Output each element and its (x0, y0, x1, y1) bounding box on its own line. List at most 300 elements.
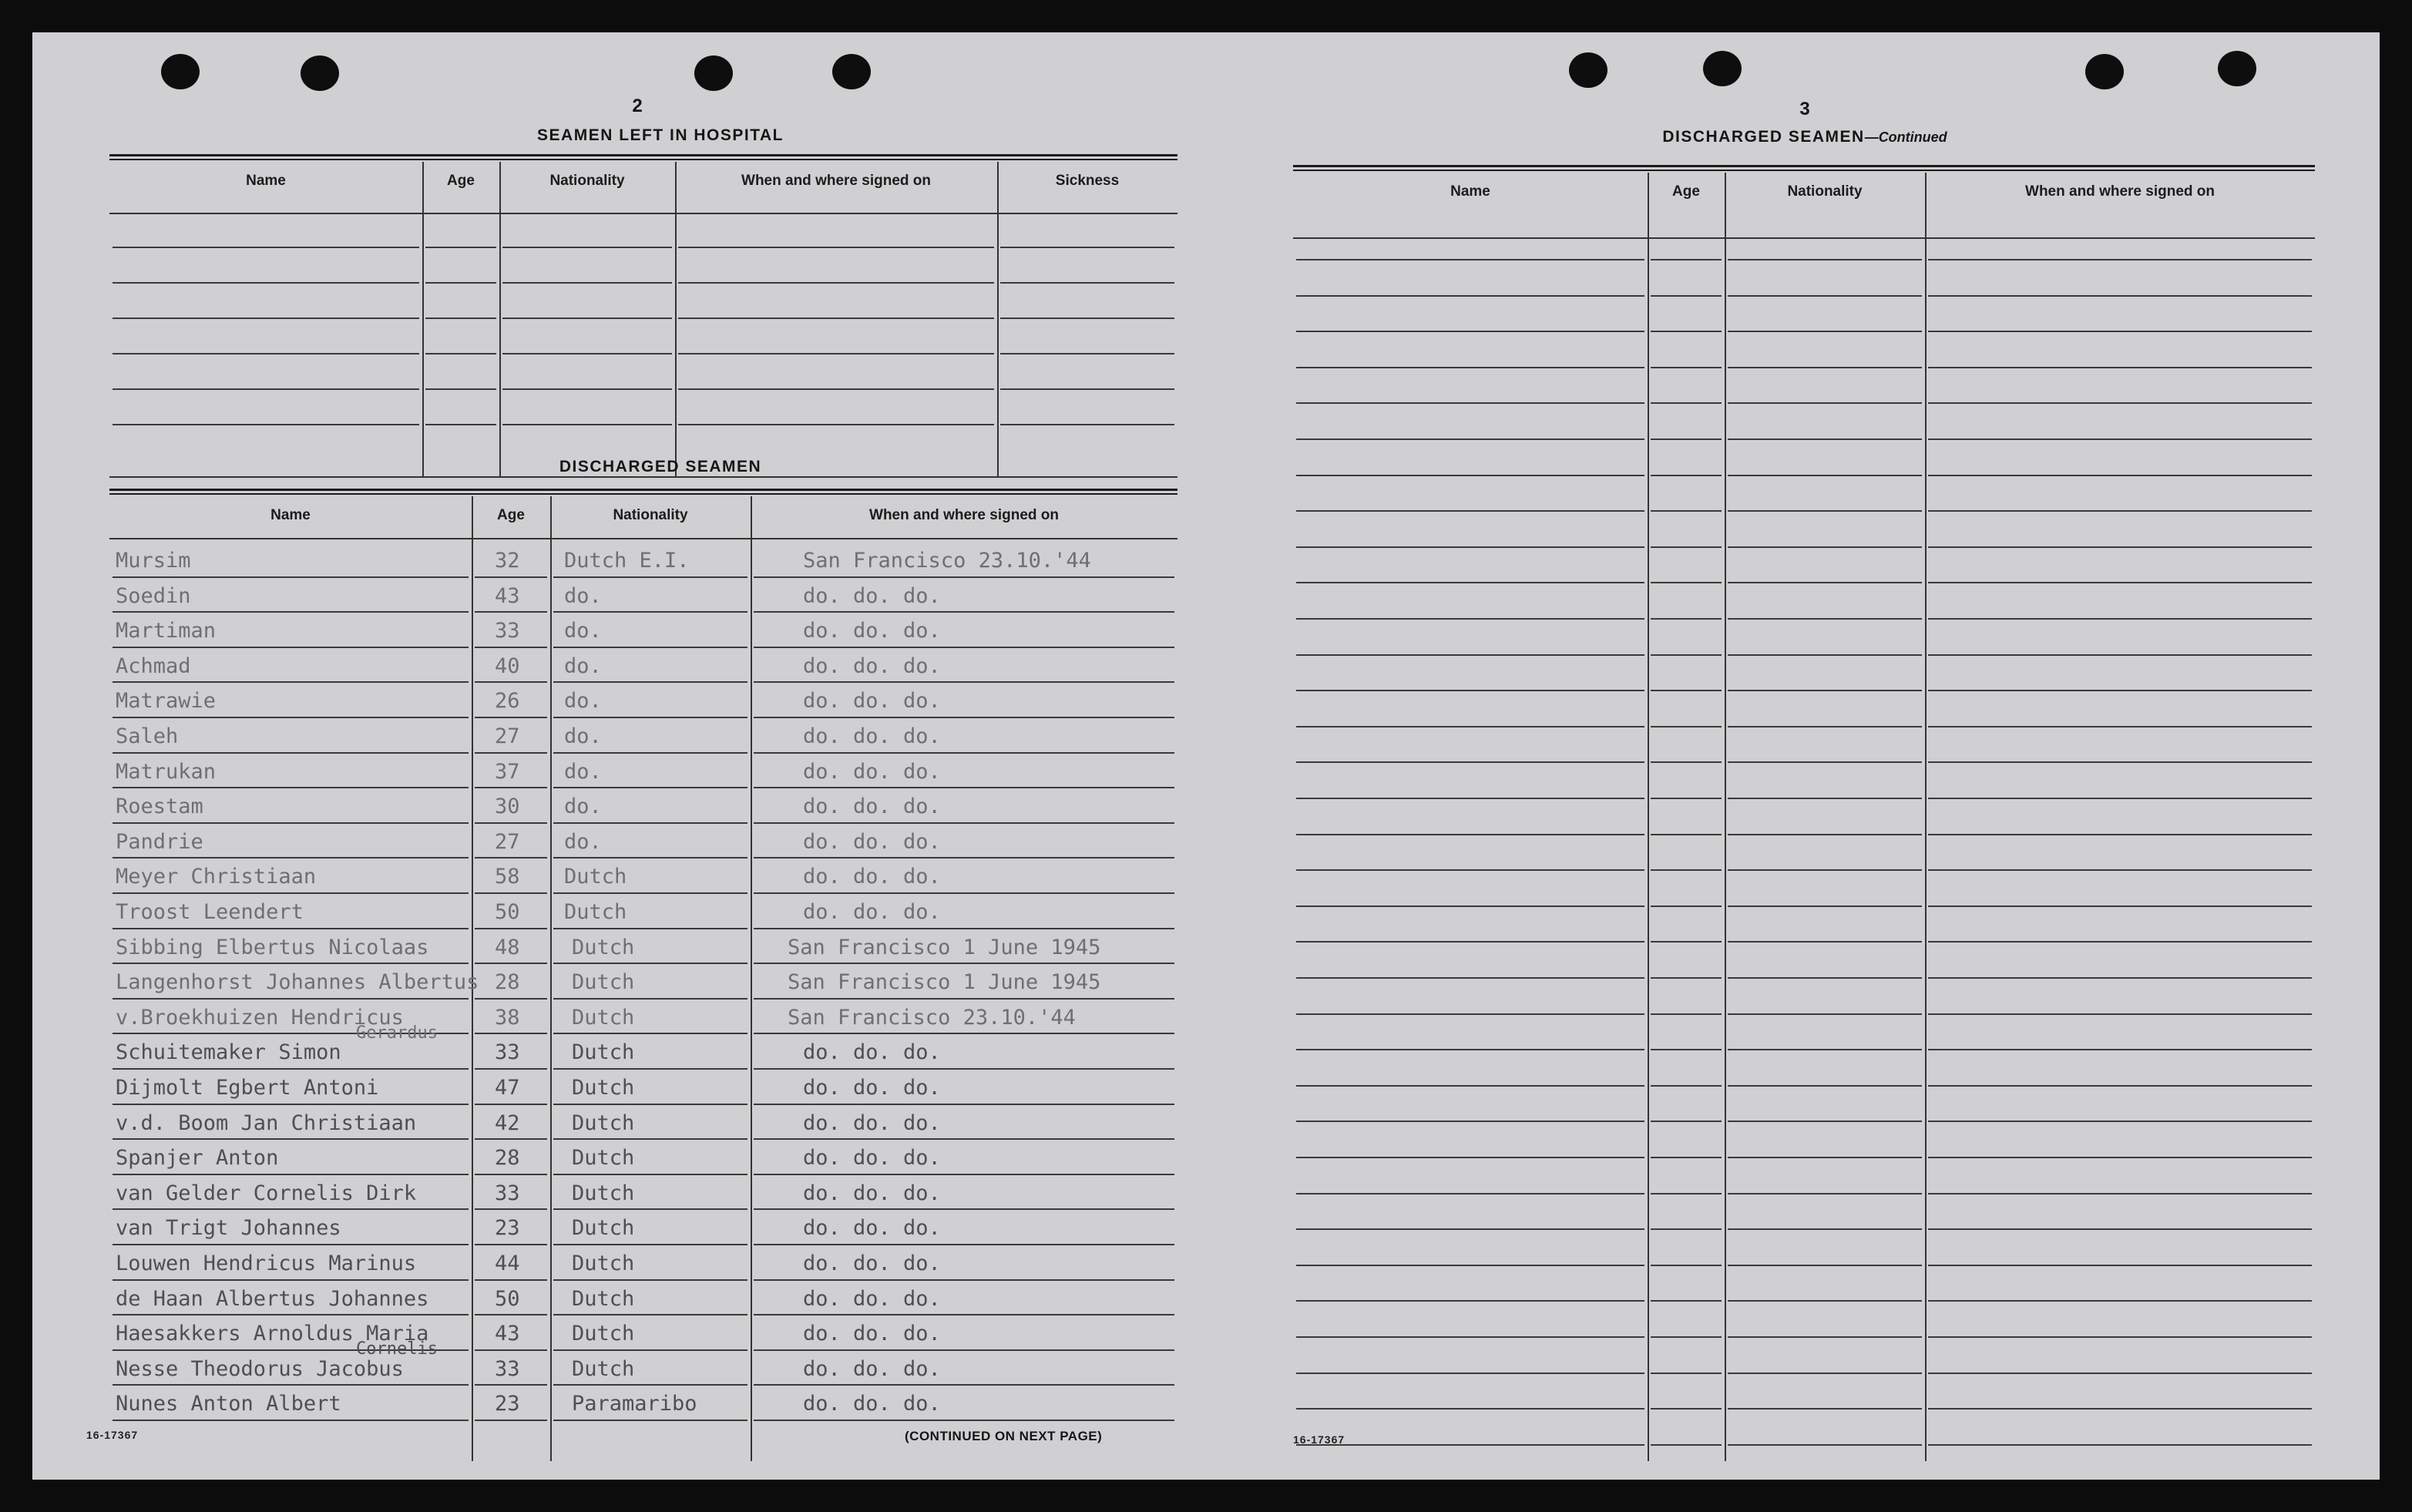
row-rule (502, 424, 672, 425)
row-rule (475, 822, 547, 824)
row-rule (1651, 259, 1722, 260)
column-header: When and where signed on (2025, 183, 2215, 200)
seaman-age: 48 (495, 936, 520, 959)
row-rule (113, 1068, 469, 1070)
column-header: Nationality (1787, 183, 1863, 200)
row-rule (1928, 1228, 2312, 1230)
row-rule (553, 787, 747, 788)
row-rule (113, 576, 469, 578)
signed-on: do. do. do. (803, 1392, 941, 1416)
seaman-name: Mursim (116, 549, 191, 573)
row-rule (475, 1033, 547, 1034)
seaman-nationality: Dutch (572, 1146, 635, 1170)
seaman-nationality: Dutch (572, 1287, 635, 1311)
row-rule (754, 576, 1174, 578)
row-rule (1728, 438, 1922, 440)
header-rule (109, 538, 1177, 539)
discharged-title: DISCHARGED SEAMEN (559, 458, 762, 475)
signed-on: do. do. do. (803, 1146, 941, 1170)
seaman-nationality: do. (564, 619, 602, 643)
seaman-age: 23 (495, 1392, 520, 1416)
signed-on: do. do. do. (803, 654, 941, 678)
seaman-nationality: Dutch (572, 1006, 635, 1030)
row-rule (1928, 331, 2312, 332)
row-rule (1928, 1049, 2312, 1050)
row-rule (1296, 546, 1644, 548)
row-rule (1651, 798, 1722, 799)
row-rule (678, 247, 994, 248)
seaman-nationality: Dutch (572, 1357, 635, 1381)
row-rule (502, 353, 672, 354)
row-rule (1651, 367, 1722, 368)
seaman-age: 33 (495, 1181, 520, 1205)
seaman-nationality: Dutch (572, 1111, 635, 1135)
row-rule (553, 1384, 747, 1386)
row-rule (1728, 654, 1922, 656)
row-rule (1928, 402, 2312, 404)
hospital-title: SEAMEN LEFT IN HOSPITAL (537, 126, 784, 144)
seaman-name: Langenhorst Johannes Albertus (116, 970, 479, 994)
signed-on: do. do. do. (803, 830, 941, 854)
row-rule (1000, 353, 1174, 354)
seaman-name: Schuitemaker Simon (116, 1040, 341, 1064)
row-rule (1296, 906, 1644, 907)
signed-on: do. do. do. (803, 1111, 941, 1135)
punch-hole (694, 55, 733, 91)
row-rule (113, 1420, 469, 1421)
row-rule (113, 647, 469, 648)
row-rule (475, 681, 547, 683)
row-rule (1928, 295, 2312, 297)
row-rule (113, 318, 419, 319)
row-rule (1928, 1157, 2312, 1158)
column-header: Age (497, 507, 525, 523)
seaman-age: 37 (495, 760, 520, 784)
row-rule (1296, 941, 1644, 942)
seaman-name: Dijmolt Egbert Antoni (116, 1076, 379, 1100)
signed-on: do. do. do. (803, 689, 941, 713)
row-rule (754, 681, 1174, 683)
row-rule (553, 928, 747, 929)
row-rule (553, 717, 747, 718)
row-rule (1728, 1228, 1922, 1230)
seaman-name: Roestam (116, 795, 203, 818)
row-rule (1928, 977, 2312, 979)
row-rule (113, 282, 419, 284)
column-divider (1725, 173, 1726, 1461)
seaman-name: Nunes Anton Albert (116, 1392, 341, 1416)
row-rule (475, 857, 547, 858)
row-rule (553, 1138, 747, 1140)
row-rule (1296, 798, 1644, 799)
row-rule (1296, 1228, 1644, 1230)
column-divider (1925, 173, 1927, 1461)
punch-hole (301, 55, 339, 91)
row-rule (475, 787, 547, 788)
seaman-name: Haesakkers Arnoldus Maria (116, 1322, 429, 1346)
seaman-name: v.d. Boom Jan Christiaan (116, 1111, 417, 1135)
row-rule (754, 1420, 1174, 1421)
row-rule (475, 611, 547, 613)
row-rule (1728, 1408, 1922, 1410)
row-rule (754, 1174, 1174, 1175)
seaman-nationality: Paramaribo (572, 1392, 697, 1416)
row-rule (754, 928, 1174, 929)
name-continuation: Gerardus (356, 1023, 438, 1043)
seaman-nationality: do. (564, 795, 602, 818)
row-rule (754, 1138, 1174, 1140)
row-rule (1651, 726, 1722, 727)
discharged-continued-table (1293, 165, 2315, 1461)
discharged-table (109, 489, 1177, 1461)
row-rule (1296, 1157, 1644, 1158)
row-rule (1928, 618, 2312, 620)
row-rule (1728, 510, 1922, 512)
column-header: Age (1672, 183, 1700, 200)
row-rule (553, 1174, 747, 1175)
seaman-age: 38 (495, 1006, 520, 1030)
row-rule (553, 1279, 747, 1281)
row-rule (553, 1208, 747, 1210)
row-rule (475, 998, 547, 1000)
row-rule (1651, 834, 1722, 835)
row-rule (1296, 367, 1644, 368)
row-rule (1651, 618, 1722, 620)
row-rule (1651, 1408, 1722, 1410)
seaman-nationality: do. (564, 830, 602, 854)
seaman-name: Soedin (116, 584, 191, 608)
seaman-name: Matrukan (116, 760, 217, 784)
row-rule (1928, 259, 2312, 260)
row-rule (113, 892, 469, 894)
row-rule (113, 928, 469, 929)
row-rule (1928, 1444, 2312, 1446)
row-rule (553, 963, 747, 964)
row-rule (113, 388, 419, 390)
row-rule (1296, 1408, 1644, 1410)
row-rule (1651, 546, 1722, 548)
seaman-age: 33 (495, 1040, 520, 1064)
column-header: When and where signed on (741, 173, 931, 189)
row-rule (1651, 1265, 1722, 1266)
row-rule (1728, 1336, 1922, 1338)
row-rule (1728, 367, 1922, 368)
page-number: 3 (1799, 99, 1810, 119)
row-rule (1000, 247, 1174, 248)
row-rule (1928, 1265, 2312, 1266)
footer-form-code: 16-17367 (1293, 1433, 1345, 1446)
seaman-nationality: Dutch (572, 1181, 635, 1205)
seaman-nationality: Dutch (572, 1040, 635, 1064)
row-rule (1296, 834, 1644, 835)
row-rule (1651, 977, 1722, 979)
row-rule (1728, 1049, 1922, 1050)
signed-on: do. do. do. (803, 619, 941, 643)
row-rule (1296, 1300, 1644, 1302)
punch-hole (1703, 51, 1742, 86)
row-rule (1651, 654, 1722, 656)
row-rule (1296, 761, 1644, 763)
row-rule (553, 1420, 747, 1421)
header-rule (1293, 237, 2315, 239)
column-divider (751, 496, 752, 1461)
row-rule (754, 822, 1174, 824)
signed-on: San Francisco 1 June 1945 (788, 936, 1101, 959)
footer-form-code: 16-17367 (86, 1429, 139, 1441)
row-rule (754, 787, 1174, 788)
signed-on: do. do. do. (803, 865, 941, 889)
row-rule (1651, 475, 1722, 476)
seaman-nationality: Dutch (564, 900, 627, 924)
row-rule (1651, 906, 1722, 907)
row-rule (475, 1138, 547, 1140)
row-rule (1000, 424, 1174, 425)
row-rule (113, 1208, 469, 1210)
row-rule (1296, 1373, 1644, 1374)
row-rule (1296, 1265, 1644, 1266)
row-rule (1728, 726, 1922, 727)
row-rule (502, 388, 672, 390)
row-rule (1728, 402, 1922, 404)
row-rule (553, 1033, 747, 1034)
row-rule (1651, 1444, 1722, 1446)
row-rule (113, 247, 419, 248)
row-rule (113, 1314, 469, 1315)
row-rule (475, 1384, 547, 1386)
seaman-age: 27 (495, 830, 520, 854)
row-rule (1000, 388, 1174, 390)
row-rule (1296, 295, 1644, 297)
signed-on: do. do. do. (803, 1287, 941, 1311)
row-rule (678, 424, 994, 425)
row-rule (113, 611, 469, 613)
seaman-age: 43 (495, 584, 520, 608)
row-rule (1928, 1085, 2312, 1087)
row-rule (1651, 402, 1722, 404)
row-rule (475, 1420, 547, 1421)
seaman-nationality: do. (564, 584, 602, 608)
row-rule (1651, 510, 1722, 512)
row-rule (1651, 1157, 1722, 1158)
seaman-nationality: do. (564, 760, 602, 784)
discharged-continued-title (1604, 128, 2005, 146)
column-header: Age (447, 173, 475, 189)
signed-on: do. do. do. (803, 900, 941, 924)
row-rule (113, 822, 469, 824)
row-rule (1928, 546, 2312, 548)
row-rule (553, 681, 747, 683)
column-divider (550, 496, 552, 1461)
seaman-age: 33 (495, 1357, 520, 1381)
row-rule (113, 1138, 469, 1140)
row-rule (754, 1068, 1174, 1070)
row-rule (1296, 869, 1644, 871)
seaman-nationality: Dutch (572, 1322, 635, 1346)
signed-on: San Francisco 23.10.'44 (788, 1006, 1076, 1030)
row-rule (425, 318, 496, 319)
row-rule (1296, 690, 1644, 691)
seaman-name: Matrawie (116, 689, 217, 713)
seaman-nationality: Dutch (572, 970, 635, 994)
row-rule (553, 857, 747, 858)
row-rule (425, 388, 496, 390)
seaman-name: Pandrie (116, 830, 203, 854)
row-rule (1296, 438, 1644, 440)
row-rule (1651, 295, 1722, 297)
row-rule (1296, 1049, 1644, 1050)
row-rule (1728, 690, 1922, 691)
punch-hole (161, 54, 200, 89)
row-rule (1296, 402, 1644, 404)
row-rule (1728, 1444, 1922, 1446)
row-rule (113, 1279, 469, 1281)
row-rule (502, 282, 672, 284)
seaman-name: van Gelder Cornelis Dirk (116, 1181, 417, 1205)
seaman-age: 42 (495, 1111, 520, 1135)
signed-on: do. do. do. (803, 724, 941, 748)
row-rule (1651, 1336, 1722, 1338)
hospital-table (109, 154, 1177, 478)
seaman-age: 44 (495, 1252, 520, 1275)
seaman-name: v.Broekhuizen Hendricus (116, 1006, 404, 1030)
column-divider (675, 162, 677, 478)
column-header: Name (270, 507, 311, 523)
row-rule (1296, 1444, 1644, 1446)
row-rule (113, 1174, 469, 1175)
row-rule (425, 424, 496, 425)
seaman-age: 28 (495, 1146, 520, 1170)
seaman-age: 33 (495, 619, 520, 643)
row-rule (475, 928, 547, 929)
seaman-age: 50 (495, 900, 520, 924)
row-rule (113, 787, 469, 788)
row-rule (475, 1314, 547, 1315)
row-rule (678, 353, 994, 354)
row-rule (754, 717, 1174, 718)
punch-hole (832, 54, 871, 89)
seaman-age: 47 (495, 1076, 520, 1100)
seaman-name: Saleh (116, 724, 179, 748)
row-rule (1651, 1228, 1722, 1230)
row-rule (754, 1349, 1174, 1351)
row-rule (754, 1314, 1174, 1315)
row-rule (1000, 318, 1174, 319)
signed-on: do. do. do. (803, 584, 941, 608)
row-rule (1296, 1336, 1644, 1338)
signed-on: do. do. do. (803, 760, 941, 784)
row-rule (113, 424, 419, 425)
row-rule (425, 282, 496, 284)
signed-on: San Francisco 1 June 1945 (788, 970, 1101, 994)
row-rule (1928, 690, 2312, 691)
row-rule (1928, 1336, 2312, 1338)
row-rule (1296, 510, 1644, 512)
row-rule (1651, 1085, 1722, 1087)
row-rule (1928, 438, 2312, 440)
column-divider (422, 162, 424, 478)
continued-note: (CONTINUED ON NEXT PAGE) (905, 1429, 1103, 1443)
row-rule (475, 752, 547, 754)
seaman-name: Sibbing Elbertus Nicolaas (116, 936, 429, 959)
seaman-name: de Haan Albertus Johannes (116, 1287, 429, 1311)
row-rule (1728, 1193, 1922, 1194)
row-rule (113, 1244, 469, 1245)
row-rule (754, 998, 1174, 1000)
row-rule (475, 1349, 547, 1351)
seaman-name: Spanjer Anton (116, 1146, 279, 1170)
row-rule (1296, 1013, 1644, 1015)
row-rule (1651, 1013, 1722, 1015)
row-rule (113, 717, 469, 718)
seaman-name: Meyer Christiaan (116, 865, 317, 889)
row-rule (1728, 977, 1922, 979)
seaman-nationality: do. (564, 689, 602, 713)
row-rule (113, 963, 469, 964)
row-rule (425, 353, 496, 354)
row-rule (475, 647, 547, 648)
row-rule (754, 1384, 1174, 1386)
row-rule (113, 857, 469, 858)
row-rule (1728, 1157, 1922, 1158)
row-rule (1728, 546, 1922, 548)
row-rule (1728, 1265, 1922, 1266)
row-rule (1928, 906, 2312, 907)
punch-hole (1569, 52, 1607, 88)
signed-on: do. do. do. (803, 1357, 941, 1381)
row-rule (553, 1314, 747, 1315)
row-rule (1296, 1121, 1644, 1122)
row-rule (1651, 869, 1722, 871)
seaman-age: 23 (495, 1216, 520, 1240)
column-header: Name (1450, 183, 1490, 200)
row-rule (475, 1104, 547, 1105)
seaman-age: 26 (495, 689, 520, 713)
row-rule (754, 1279, 1174, 1281)
row-rule (553, 1244, 747, 1245)
row-rule (1296, 259, 1644, 260)
row-rule (1928, 834, 2312, 835)
row-rule (1728, 869, 1922, 871)
column-divider (499, 162, 501, 478)
row-rule (754, 752, 1174, 754)
row-rule (1928, 654, 2312, 656)
seaman-age: 32 (495, 549, 520, 573)
signed-on: do. do. do. (803, 1252, 941, 1275)
seaman-nationality: Dutch (572, 936, 635, 959)
row-rule (1928, 798, 2312, 799)
row-rule (1928, 1193, 2312, 1194)
row-rule (754, 963, 1174, 964)
row-rule (113, 353, 419, 354)
row-rule (1928, 1300, 2312, 1302)
row-rule (553, 1349, 747, 1351)
row-rule (475, 892, 547, 894)
row-rule (1728, 1085, 1922, 1087)
row-rule (1928, 941, 2312, 942)
signed-on: do. do. do. (803, 1322, 941, 1346)
signed-on: San Francisco 23.10.'44 (803, 549, 1091, 573)
row-rule (1651, 1193, 1722, 1194)
row-rule (1651, 1049, 1722, 1050)
row-rule (1728, 1300, 1922, 1302)
row-rule (475, 1208, 547, 1210)
seaman-nationality: do. (564, 724, 602, 748)
row-rule (553, 1104, 747, 1105)
signed-on: do. do. do. (803, 1076, 941, 1100)
row-rule (754, 1244, 1174, 1245)
row-rule (553, 892, 747, 894)
row-rule (1728, 798, 1922, 799)
